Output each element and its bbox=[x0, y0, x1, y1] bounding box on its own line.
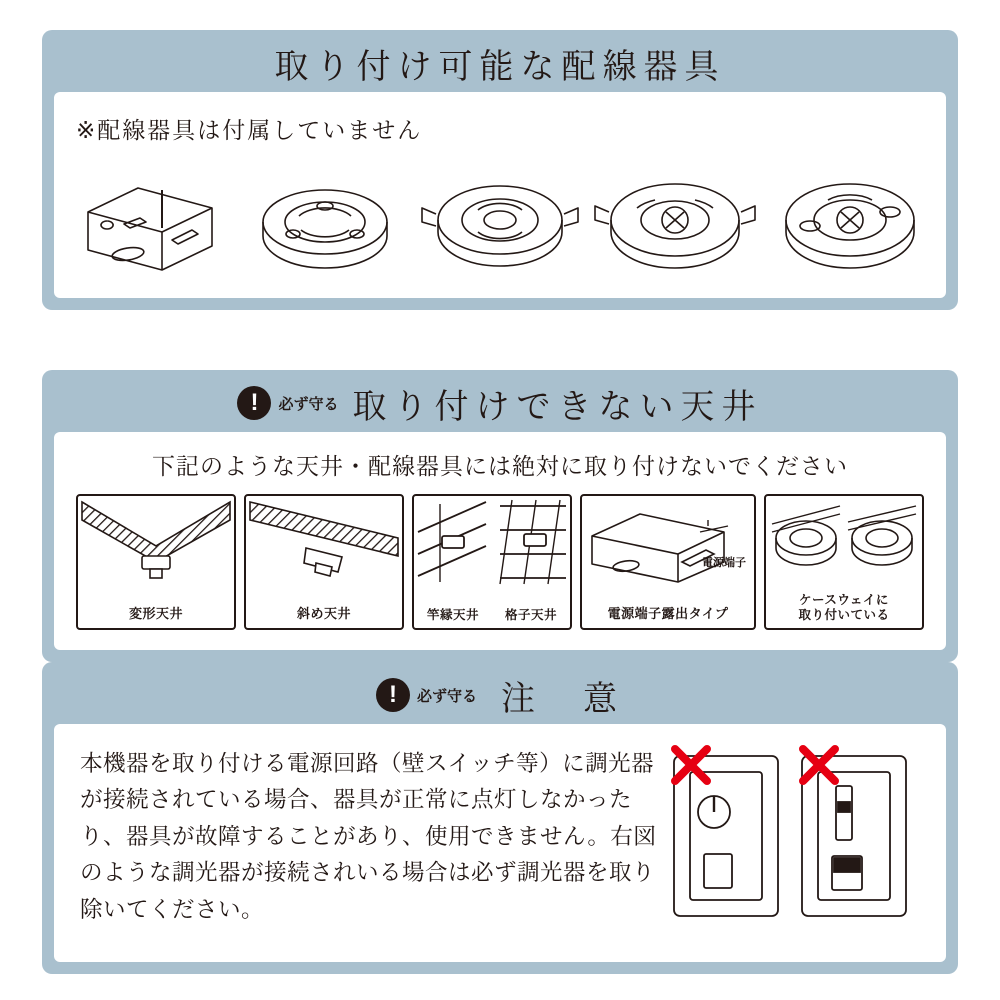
forbidden-dimmer-switches bbox=[670, 750, 920, 930]
ceiling-card-caption-b: 格子天井 bbox=[504, 608, 557, 623]
fitting-rosette-with-clips bbox=[416, 164, 584, 288]
must-observe-label: 必ず守る bbox=[416, 687, 477, 705]
noceiling-title: 取り付けできない天井 bbox=[352, 387, 763, 426]
lattice-ceiling-icon bbox=[414, 496, 570, 604]
prohibited-ceiling-cards bbox=[76, 494, 924, 632]
forbidden-x-icon bbox=[796, 742, 842, 788]
slanted-ceiling-icon bbox=[246, 496, 402, 606]
caution-title: 注 意 bbox=[501, 679, 624, 718]
noceiling-title-bar bbox=[42, 370, 958, 436]
ceiling-card-lattice bbox=[412, 494, 572, 630]
ceiling-card-captions bbox=[414, 608, 570, 624]
ceiling-card-caption: 電源端子露出タイプ bbox=[607, 605, 729, 621]
section-prohibited-ceilings bbox=[42, 370, 958, 662]
noceiling-body bbox=[54, 432, 946, 650]
caution-body bbox=[54, 724, 946, 962]
exposed-terminal-icon bbox=[582, 496, 754, 600]
section-compatible-fittings bbox=[42, 30, 958, 310]
must-observe-badge bbox=[237, 386, 338, 420]
exclamation-icon: ! bbox=[237, 386, 271, 420]
forbidden-x-icon bbox=[668, 742, 714, 788]
fitting-rosette-round-large bbox=[766, 164, 934, 288]
caution-title-bar bbox=[42, 662, 958, 728]
fittings-illustration-row bbox=[66, 164, 934, 288]
fitting-round-hook-ceiling bbox=[241, 164, 409, 288]
terminal-label: 電源端子 bbox=[702, 557, 746, 569]
ceiling-card-caption-b: 取り付いている bbox=[798, 608, 890, 623]
ceiling-card-deformed bbox=[76, 494, 236, 630]
ceiling-card-caption-a: 竿縁天井 bbox=[426, 608, 479, 623]
ceiling-card-caption: 変形天井 bbox=[128, 605, 183, 621]
dimmer-slide-switch bbox=[798, 750, 910, 922]
ceiling-card-caseway bbox=[764, 494, 924, 630]
fitting-full-rosette-large bbox=[591, 164, 759, 288]
fittings-title: 取り付け可能な配線器具 bbox=[274, 47, 726, 86]
noceiling-subhead: 下記のような天井・配線器具には絶対に取り付けないでください bbox=[152, 453, 848, 479]
exclamation-icon: ! bbox=[376, 678, 410, 712]
must-observe-label: 必ず守る bbox=[278, 395, 339, 413]
dimmer-rotary-switch bbox=[670, 750, 782, 922]
ceiling-card-caption-a: ケースウェイに bbox=[799, 592, 889, 607]
fitting-rectangular-ceiling-box bbox=[66, 164, 234, 288]
ceiling-card-caption: 斜め天井 bbox=[296, 605, 351, 621]
fittings-title-bar bbox=[42, 30, 958, 96]
fittings-body bbox=[54, 92, 946, 298]
section-caution bbox=[42, 662, 958, 974]
ceiling-card-exposed-terminal bbox=[580, 494, 756, 630]
deformed-ceiling-icon bbox=[78, 496, 234, 606]
ceiling-card-captions bbox=[766, 593, 922, 624]
fittings-note: ※配線器具は付属していません bbox=[76, 117, 423, 143]
ceiling-card-slanted bbox=[244, 494, 404, 630]
caution-paragraph: 本機器を取り付ける電源回路（壁スイッチ等）に調光器が接続されている場合、器具が正常に点灯しなかったり、器具が故障することがあり、使用できません。右図のような調光器が接続されいる場合は必ず調光器を取り除いてください。 bbox=[80, 751, 657, 922]
must-observe-badge bbox=[376, 678, 477, 712]
caseway-mounted-icon bbox=[766, 496, 922, 594]
